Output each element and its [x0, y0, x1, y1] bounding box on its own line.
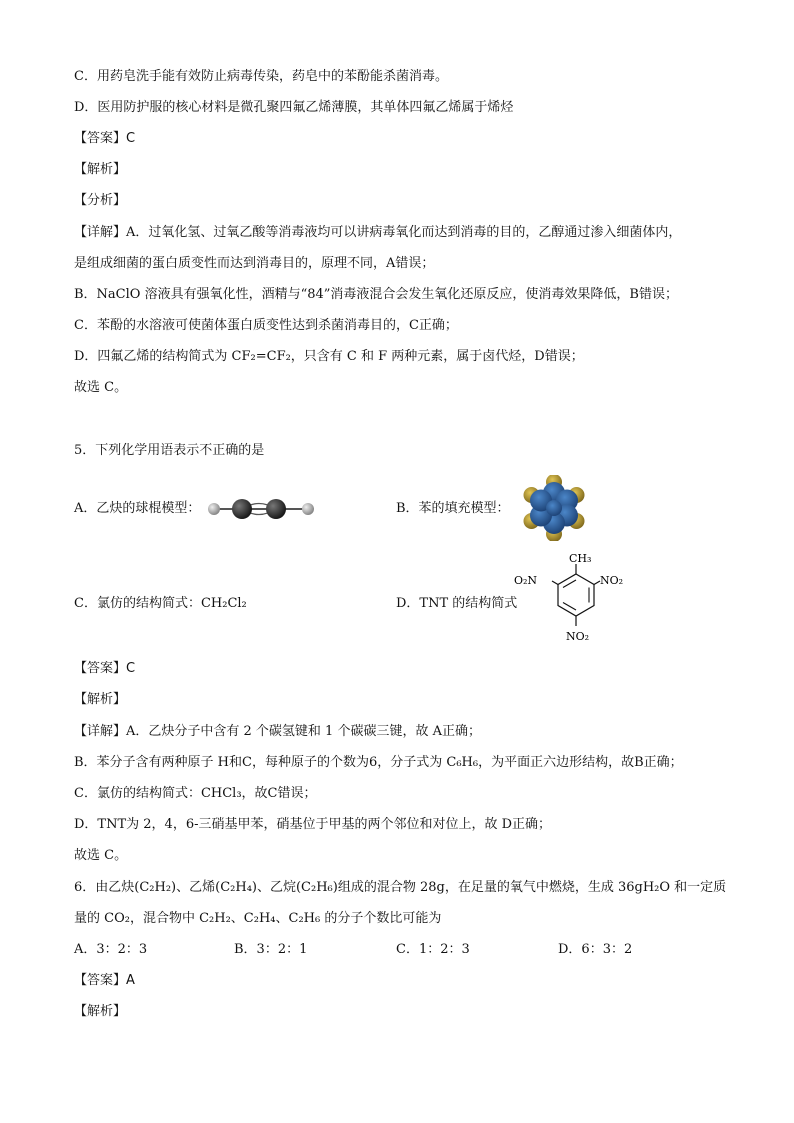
acetylene-ball-stick-model	[204, 496, 318, 522]
q6-option-d: D．6：3：2	[558, 942, 633, 957]
fenxi-label: 【分析】	[74, 193, 127, 208]
detail-line: B．NaClO 溶液具有强氧化性，酒精与“84”消毒液混合会发生氧化还原反应，使消毒效果降低，B错误；	[74, 287, 678, 302]
tnt-methyl-label: CH₃	[569, 552, 592, 565]
option-c-text: C．用药皂洗手能有效防止病毒传染，药皂中的苯酚能杀菌消毒。	[74, 69, 448, 84]
q5-detail-line: B．苯分子含有两种原子 H和C，每种原子的个数为6，分子式为 C₆H₆，为平面正六边形结构，故B正确；	[74, 755, 683, 770]
tnt-nitro-bottom-label: NO₂	[566, 630, 590, 643]
q6-option-c: C．1：2：3	[396, 942, 470, 957]
question-6-stem-line: 量的 CO₂，混合物中 C₂H₂、C₂H₄、C₂H₆ 的分子个数比可能为	[74, 911, 442, 926]
analysis-label: 【解析】	[74, 162, 127, 177]
q6-answer-label: 【答案】A	[74, 973, 135, 988]
conclusion-line: 故选 C。	[74, 380, 128, 395]
detail-line: D．四氟乙烯的结构简式为 CF₂=CF₂，只含有 C 和 F 两种元素，属于卤代烃，D错误；	[74, 349, 584, 364]
detail-line: 【详解】A．过氧化氢、过氧乙酸等消毒液均可以讲病毒氧化而达到消毒的目的，乙醇通过渗入细菌体内，	[74, 225, 682, 240]
q5-option-a: A．乙炔的球棍模型：	[74, 501, 201, 516]
question-5-stem: 5．下列化学用语表示不正确的是	[74, 443, 265, 458]
q5-option-c: C．氯仿的结构简式：CH₂Cl₂	[74, 596, 247, 611]
detail-line: 是组成细菌的蛋白质变性而达到消毒目的，原理不同，A错误；	[74, 256, 435, 271]
q5-detail-line: C．氯仿的结构简式：CHCl₃，故C错误；	[74, 786, 317, 801]
q5-analysis-label: 【解析】	[74, 692, 127, 707]
answer-label: 【答案】C	[74, 131, 136, 146]
option-d-text: D．医用防护服的核心材料是微孔聚四氟乙烯薄膜，其单体四氟乙烯属于烯烃	[74, 100, 514, 115]
benzene-space-filling-model	[521, 475, 587, 541]
q6-option-b: B．3：2：1	[234, 942, 308, 957]
q5-detail-line: 【详解】A．乙炔分子中含有 2 个碳氢键和 1 个碳碳三键，故 A正确；	[74, 724, 481, 739]
q5-detail-line: D．TNT为 2，4，6-三硝基甲苯，硝基位于甲基的两个邻位和对位上，故 D正确；	[74, 817, 552, 832]
q6-option-a: A．3：2：3	[74, 942, 148, 957]
q5-option-d: D．TNT 的结构简式	[396, 596, 518, 611]
q5-option-b: B．苯的填充模型：	[396, 501, 510, 516]
tnt-nitro-left-label: O₂N	[514, 574, 538, 587]
q5-answer-label: 【答案】C	[74, 661, 136, 676]
question-6-stem-line: 6．由乙炔(C₂H₂)、乙烯(C₂H₄)、乙烷(C₂H₆)组成的混合物 28g，在足量的氧气中燃烧，生成 36gH₂O 和一定质	[74, 880, 727, 895]
tnt-structure-diagram	[510, 548, 640, 650]
q5-conclusion-line: 故选 C。	[74, 848, 128, 863]
detail-line: C．苯酚的水溶液可使菌体蛋白质变性达到杀菌消毒目的，C正确；	[74, 318, 458, 333]
tnt-nitro-right-label: NO₂	[600, 574, 624, 587]
q6-analysis-label: 【解析】	[74, 1004, 127, 1019]
